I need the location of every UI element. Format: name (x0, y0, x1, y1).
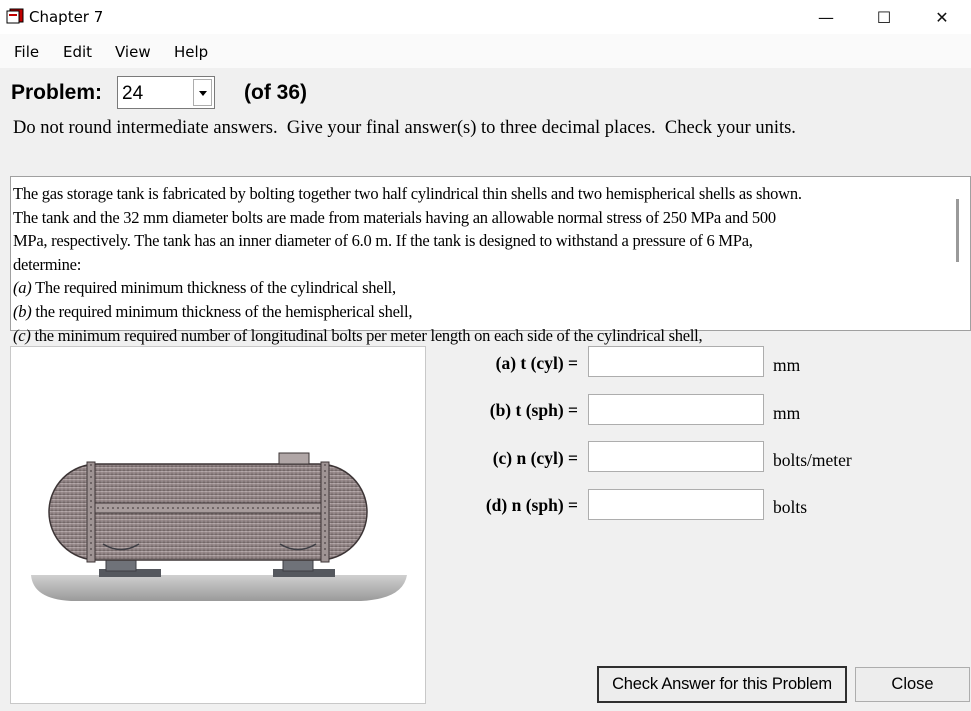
title-bar (0, 0, 971, 34)
answer-label-a: (a) t (cyl) = (495, 353, 578, 373)
answer-input-a[interactable] (588, 346, 764, 377)
statement-line: The tank and the 32 mm diameter bolts are made from materials having an allowable normal stress of 250 MPa and 500 (13, 207, 776, 227)
close-button[interactable]: Close (855, 667, 970, 702)
ground-base (31, 575, 407, 601)
part-tag: (c) (13, 325, 31, 345)
scrollbar-thumb[interactable] (956, 199, 959, 262)
answer-input-c[interactable] (588, 441, 764, 472)
statement-part-b (13, 300, 941, 324)
answer-unit-b: mm (773, 403, 801, 423)
answer-unit-d: bolts (773, 497, 808, 517)
book-icon (6, 8, 24, 24)
part-text: the minimum required number of longitudinal bolts per meter length on each side of the cylindrical shell, (30, 325, 703, 345)
close-window-button[interactable]: ✕ (935, 7, 949, 27)
part-text: The required minimum thickness of the cylindrical shell, (31, 278, 396, 298)
instructions-text: Do not round intermediate answers. Give your final answer(s) to three decimal places. Check your units. (13, 118, 796, 138)
statement-part-c (13, 324, 941, 348)
figure-panel (10, 346, 426, 704)
statement-line: MPa, respectively. The tank has an inner diameter of 6.0 m. If the tank is designed to withstand a pressure of 6 MPa, (13, 231, 753, 251)
answer-label-c: (c) n (cyl) = (492, 448, 578, 468)
statement-line: determine: (13, 254, 82, 274)
maximize-button[interactable]: ☐ (876, 7, 892, 27)
statement-part-a (13, 276, 941, 300)
menu-view[interactable]: View (115, 43, 151, 61)
tank-nozzle (279, 453, 309, 464)
part-tag: (a) (13, 278, 32, 298)
check-answer-button[interactable]: Check Answer for this Problem (597, 666, 847, 703)
answer-label-d: (d) n (sph) = (485, 495, 578, 515)
problem-statement (13, 182, 941, 347)
problem-select-value: 24 (122, 83, 144, 104)
menu-help[interactable]: Help (174, 43, 209, 61)
menu-file[interactable]: File (14, 43, 40, 61)
problem-count: (of 36) (244, 81, 307, 104)
window-title: Chapter 7 (29, 8, 104, 26)
problem-select[interactable] (117, 76, 215, 109)
answer-unit-a: mm (773, 355, 801, 375)
answer-input-d[interactable] (588, 489, 764, 520)
statement-line: The gas storage tank is fabricated by bolting together two half cylindrical thin shells and two hemispherical shells as shown. (13, 184, 802, 203)
problem-label: Problem: (11, 81, 103, 104)
problem-statement-box[interactable] (10, 176, 971, 345)
answer-unit-c: bolts/meter (773, 450, 852, 470)
part-tag: (b) (13, 301, 32, 321)
part-text: the required minimum thickness of the hemispherical shell, (31, 301, 413, 321)
gas-tank-illustration (11, 347, 427, 705)
answer-input-b[interactable] (588, 394, 764, 425)
minimize-button[interactable]: — (818, 7, 834, 27)
menu-edit[interactable]: Edit (63, 43, 93, 61)
menu-bar (0, 34, 971, 68)
answer-label-b: (b) t (sph) = (489, 400, 578, 420)
chevron-down-icon[interactable] (193, 79, 212, 106)
